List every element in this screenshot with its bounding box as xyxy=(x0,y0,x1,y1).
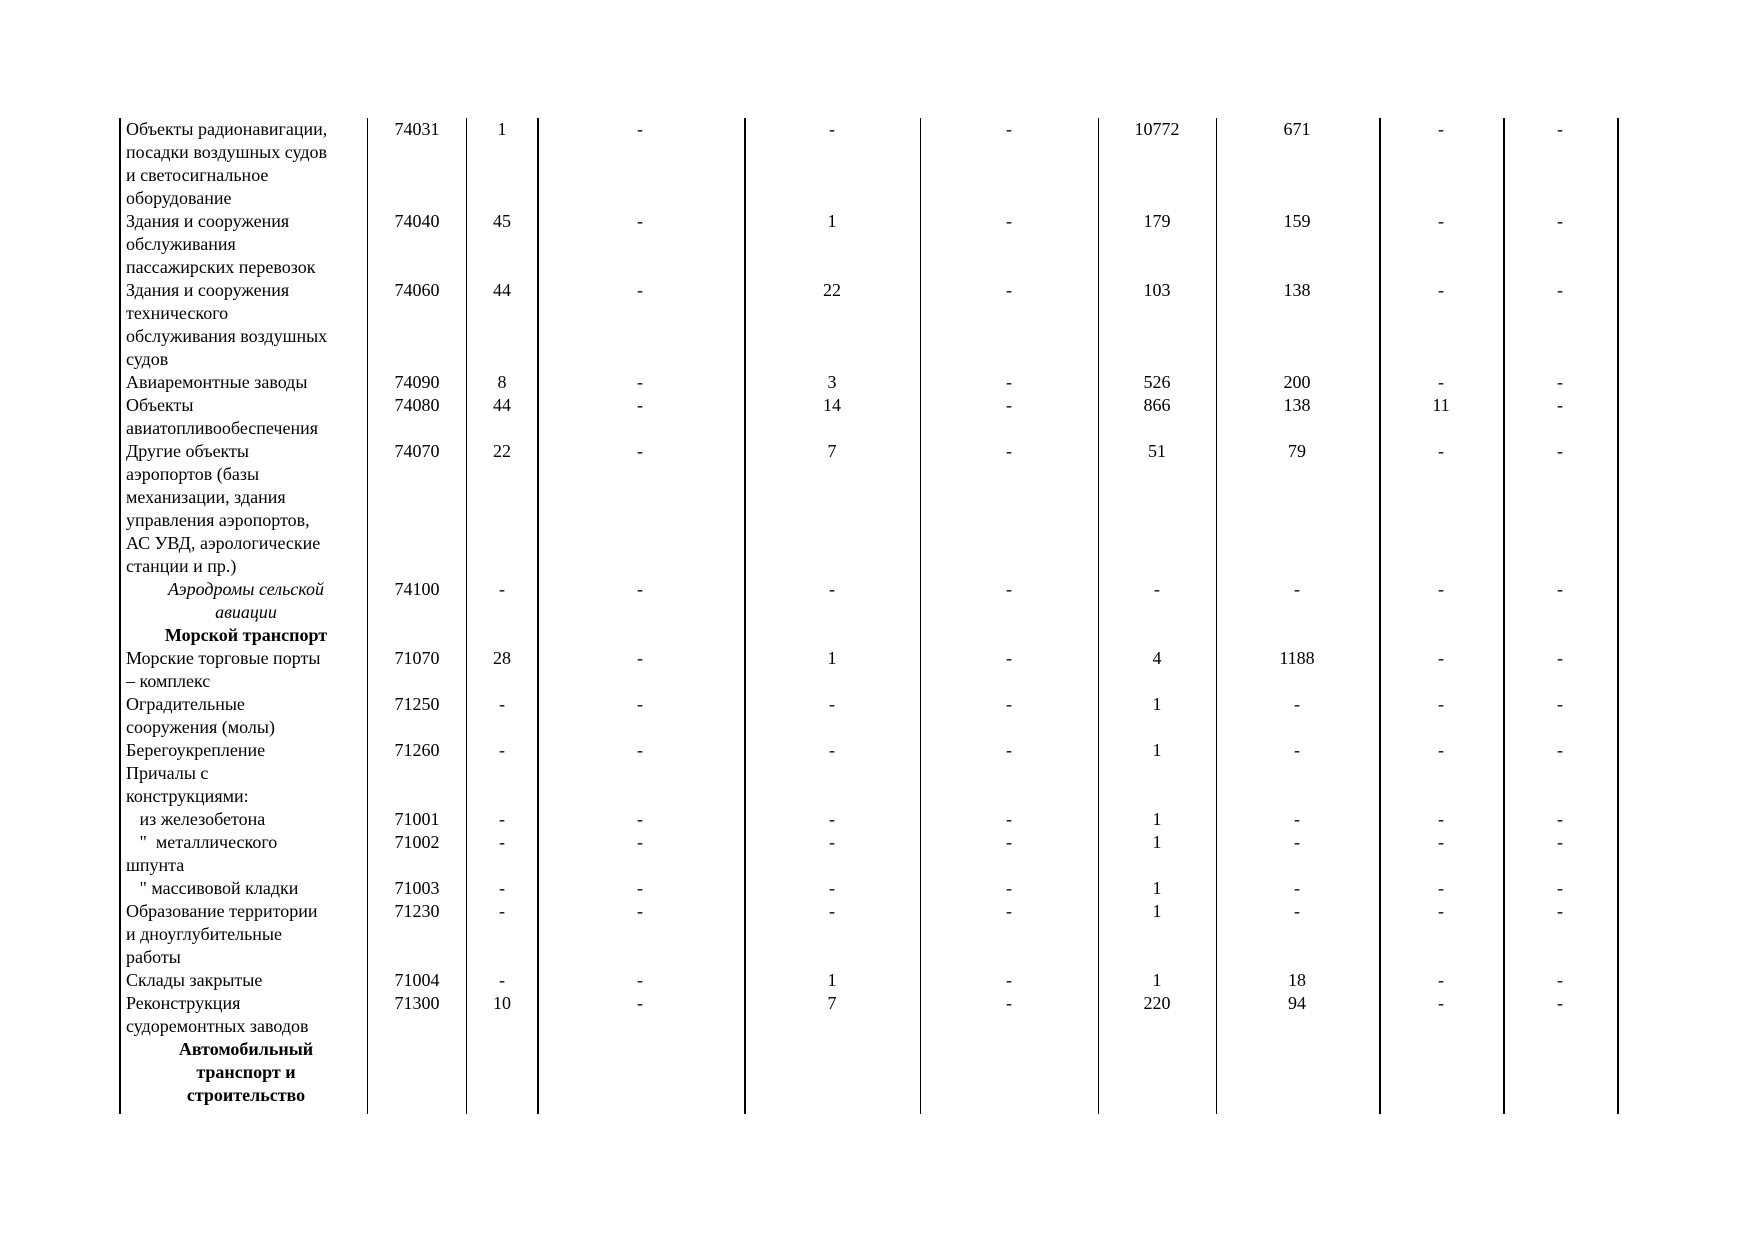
value-cell: 220 xyxy=(1143,993,1171,1013)
value-cell: - xyxy=(637,901,643,921)
row-label-line: Склады закрытые xyxy=(126,970,263,990)
value-cell: - xyxy=(1557,211,1563,231)
row-label-line: – комплекс xyxy=(126,671,211,691)
value-cell: - xyxy=(1006,970,1012,990)
value-cell: 1188 xyxy=(1279,648,1315,668)
value-cell: - xyxy=(1006,832,1012,852)
value-cell: - xyxy=(499,579,505,599)
row-label-line: Причалы с xyxy=(126,763,209,783)
value-cell: - xyxy=(1006,280,1012,300)
row-label-line: Морской транспорт xyxy=(164,625,328,645)
column-rule xyxy=(1617,118,1619,1114)
row-label xyxy=(126,831,366,877)
value-cell: - xyxy=(1006,740,1012,760)
row-label-line: авиатопливообеспечения xyxy=(126,418,319,438)
value-cell: 74040 xyxy=(394,211,440,231)
row-label-line: обслуживания xyxy=(126,234,236,254)
value-cell: - xyxy=(1006,878,1012,898)
value-cell: - xyxy=(1557,970,1563,990)
value-cell: - xyxy=(1006,579,1012,599)
value-cell: 10 xyxy=(493,993,511,1013)
row-label-line: станции и пр.) xyxy=(126,556,237,576)
value-cell: - xyxy=(1294,878,1300,898)
row-label-line: Объекты xyxy=(126,395,194,415)
value-cell: 1 xyxy=(1152,878,1162,898)
value-cell: - xyxy=(1438,901,1444,921)
row-label-line: сооружения (молы) xyxy=(126,717,275,737)
row-label-line: Объекты радионавигации, xyxy=(126,119,328,139)
value-cell: 79 xyxy=(1288,441,1306,461)
value-cell: - xyxy=(499,809,505,829)
value-cell: - xyxy=(1006,809,1012,829)
column-rule xyxy=(119,118,121,1114)
row-label-line: работы xyxy=(126,947,181,967)
row-label-line: " металлического xyxy=(126,832,278,852)
value-cell: - xyxy=(1006,901,1012,921)
value-cell: 71230 xyxy=(394,901,440,921)
value-cell: - xyxy=(1557,993,1563,1013)
value-cell: - xyxy=(637,119,643,139)
row-label xyxy=(126,371,366,394)
value-cell: 71260 xyxy=(394,740,440,760)
value-cell: 671 xyxy=(1283,119,1311,139)
row-label xyxy=(126,578,366,624)
row-label-line: посадки воздушных судов xyxy=(126,142,327,162)
value-cell: - xyxy=(829,740,835,760)
value-cell: 74080 xyxy=(394,395,440,415)
row-label-line: Аэродромы сельской xyxy=(167,579,325,599)
row-label-line: Реконструкция xyxy=(126,993,241,1013)
column-rule xyxy=(1379,118,1381,1114)
row-label xyxy=(126,279,366,371)
value-cell: 71001 xyxy=(394,809,440,829)
value-cell: - xyxy=(829,901,835,921)
column-rule xyxy=(1216,118,1217,1114)
value-cell: - xyxy=(1438,809,1444,829)
value-cell: 4 xyxy=(1152,648,1162,668)
row-label-line: пассажирских перевозок xyxy=(126,257,316,277)
value-cell: - xyxy=(829,694,835,714)
value-cell: 1 xyxy=(827,211,837,231)
value-cell: - xyxy=(1438,441,1444,461)
row-label-line: Берегоукрепление xyxy=(126,740,266,760)
value-cell: 1 xyxy=(1152,740,1162,760)
value-cell: 7 xyxy=(827,441,837,461)
value-cell: 44 xyxy=(493,395,511,415)
value-cell: - xyxy=(637,280,643,300)
value-cell: 71250 xyxy=(394,694,440,714)
value-cell: - xyxy=(829,809,835,829)
row-label xyxy=(126,1038,366,1107)
value-cell: - xyxy=(1557,694,1563,714)
value-cell: - xyxy=(1557,878,1563,898)
value-cell: - xyxy=(1557,579,1563,599)
value-cell: - xyxy=(1438,993,1444,1013)
row-label xyxy=(126,210,366,279)
value-cell: - xyxy=(1154,579,1160,599)
value-cell: 866 xyxy=(1143,395,1171,415)
value-cell: 45 xyxy=(493,211,511,231)
row-label-line: авиации xyxy=(215,602,277,622)
value-cell: 22 xyxy=(493,441,511,461)
value-cell: 14 xyxy=(823,395,841,415)
row-label-line: и дноуглубительные xyxy=(126,924,283,944)
row-label xyxy=(126,118,366,210)
value-cell: 71070 xyxy=(394,648,440,668)
column-rule xyxy=(537,118,539,1114)
value-cell: - xyxy=(1006,694,1012,714)
value-cell: - xyxy=(1006,993,1012,1013)
data-table xyxy=(119,118,1619,1114)
value-cell: - xyxy=(1006,372,1012,392)
value-cell: - xyxy=(637,372,643,392)
row-label xyxy=(126,808,366,831)
value-cell: 11 xyxy=(1432,395,1450,415)
value-cell: 7 xyxy=(827,993,837,1013)
value-cell: - xyxy=(829,832,835,852)
row-label xyxy=(126,739,366,762)
value-cell: 71003 xyxy=(394,878,440,898)
row-label-line: обслуживания воздушных xyxy=(126,326,328,346)
value-cell: - xyxy=(829,579,835,599)
row-label xyxy=(126,440,366,578)
row-label xyxy=(126,900,366,969)
value-cell: 28 xyxy=(493,648,511,668)
row-label-line: Авиаремонтные заводы xyxy=(126,372,308,392)
value-cell: - xyxy=(499,901,505,921)
value-cell: 44 xyxy=(493,280,511,300)
value-cell: - xyxy=(1557,280,1563,300)
value-cell: 1 xyxy=(1152,832,1162,852)
value-cell: - xyxy=(637,809,643,829)
value-cell: - xyxy=(1006,119,1012,139)
row-label-line: Здания и сооружения xyxy=(126,280,290,300)
value-cell: - xyxy=(1438,372,1444,392)
value-cell: 18 xyxy=(1288,970,1306,990)
value-cell: 138 xyxy=(1283,395,1311,415)
value-cell: 1 xyxy=(1152,970,1162,990)
row-label-line: шпунта xyxy=(126,855,185,875)
value-cell: 179 xyxy=(1143,211,1171,231)
value-cell: 71004 xyxy=(394,970,440,990)
value-cell: 103 xyxy=(1143,280,1171,300)
value-cell: - xyxy=(829,878,835,898)
row-label xyxy=(126,647,366,693)
value-cell: 1 xyxy=(1152,901,1162,921)
value-cell: - xyxy=(1557,901,1563,921)
row-label-line: " массивовой кладки xyxy=(126,878,299,898)
value-cell: 51 xyxy=(1148,441,1166,461)
value-cell: - xyxy=(1438,740,1444,760)
column-rule xyxy=(920,118,921,1114)
value-cell: - xyxy=(1438,579,1444,599)
value-cell: - xyxy=(499,740,505,760)
value-cell: - xyxy=(1438,970,1444,990)
value-cell: 138 xyxy=(1283,280,1311,300)
row-label xyxy=(126,624,366,647)
value-cell: - xyxy=(1438,648,1444,668)
column-rule xyxy=(1098,118,1099,1114)
value-cell: - xyxy=(499,970,505,990)
value-cell: - xyxy=(637,395,643,415)
value-cell: - xyxy=(637,579,643,599)
value-cell: 1 xyxy=(497,119,507,139)
value-cell: 1 xyxy=(827,970,837,990)
row-label-line: технического xyxy=(126,303,229,323)
row-label-line: Оградительные xyxy=(126,694,245,714)
column-rule xyxy=(466,118,467,1114)
value-cell: - xyxy=(1438,280,1444,300)
value-cell: - xyxy=(1438,694,1444,714)
value-cell: 200 xyxy=(1283,372,1311,392)
row-label-line: транспорт и xyxy=(196,1062,296,1082)
row-label-line: из железобетона xyxy=(126,809,266,829)
value-cell: 74031 xyxy=(394,119,440,139)
value-cell: - xyxy=(1294,832,1300,852)
column-rule xyxy=(744,118,746,1114)
value-cell: - xyxy=(1294,901,1300,921)
value-cell: 1 xyxy=(1152,809,1162,829)
value-cell: - xyxy=(1438,211,1444,231)
value-cell: 94 xyxy=(1288,993,1306,1013)
row-label xyxy=(126,992,366,1038)
value-cell: 22 xyxy=(823,280,841,300)
row-label-line: Морские торговые порты xyxy=(126,648,321,668)
value-cell: 3 xyxy=(827,372,837,392)
value-cell: - xyxy=(1557,832,1563,852)
value-cell: - xyxy=(1294,579,1300,599)
value-cell: - xyxy=(1557,395,1563,415)
value-cell: - xyxy=(1557,119,1563,139)
value-cell: - xyxy=(637,694,643,714)
value-cell: - xyxy=(637,832,643,852)
value-cell: 10772 xyxy=(1134,119,1180,139)
row-label-line: судоремонтных заводов xyxy=(126,1016,309,1036)
value-cell: - xyxy=(637,441,643,461)
value-cell: 74060 xyxy=(394,280,440,300)
value-cell: - xyxy=(637,970,643,990)
value-cell: - xyxy=(637,878,643,898)
value-cell: 71002 xyxy=(394,832,440,852)
column-rule xyxy=(1503,118,1505,1114)
row-label-line: Автомобильный xyxy=(178,1039,314,1059)
value-cell: 1 xyxy=(827,648,837,668)
value-cell: - xyxy=(1557,809,1563,829)
row-label xyxy=(126,877,366,900)
value-cell: - xyxy=(499,694,505,714)
value-cell: - xyxy=(1294,694,1300,714)
column-rule xyxy=(367,118,368,1114)
row-label-line: АС УВД, аэрологические xyxy=(126,533,321,553)
value-cell: 1 xyxy=(1152,694,1162,714)
value-cell: - xyxy=(1006,648,1012,668)
value-cell: - xyxy=(1557,740,1563,760)
value-cell: - xyxy=(499,878,505,898)
row-label-line: механизации, здания xyxy=(126,487,286,507)
value-cell: - xyxy=(1438,878,1444,898)
value-cell: - xyxy=(1294,809,1300,829)
row-label-line: управления аэропортов, xyxy=(126,510,310,530)
row-label-line: оборудование xyxy=(126,188,232,208)
value-cell: 159 xyxy=(1283,211,1311,231)
value-cell: 526 xyxy=(1143,372,1171,392)
value-cell: 74090 xyxy=(394,372,440,392)
value-cell: - xyxy=(637,740,643,760)
row-label-line: конструкциями: xyxy=(126,786,249,806)
row-label-line: строительство xyxy=(186,1085,306,1105)
value-cell: - xyxy=(1294,740,1300,760)
value-cell: - xyxy=(1006,395,1012,415)
value-cell: - xyxy=(829,119,835,139)
value-cell: 74070 xyxy=(394,441,440,461)
row-label xyxy=(126,969,366,992)
value-cell: - xyxy=(1438,119,1444,139)
value-cell: - xyxy=(1557,372,1563,392)
row-label xyxy=(126,394,366,440)
value-cell: - xyxy=(1438,832,1444,852)
value-cell: - xyxy=(1006,441,1012,461)
row-label-line: судов xyxy=(126,349,169,369)
row-label xyxy=(126,762,366,808)
value-cell: - xyxy=(1557,648,1563,668)
value-cell: - xyxy=(499,832,505,852)
row-label-line: Другие объекты xyxy=(126,441,250,461)
value-cell: - xyxy=(637,648,643,668)
value-cell: - xyxy=(637,993,643,1013)
row-label-line: Здания и сооружения xyxy=(126,211,290,231)
row-label-line: Образование территории xyxy=(126,901,318,921)
row-label-line: и светосигнальное xyxy=(126,165,269,185)
row-label xyxy=(126,693,366,739)
value-cell: 8 xyxy=(497,372,507,392)
value-cell: 74100 xyxy=(394,579,440,599)
value-cell: - xyxy=(1557,441,1563,461)
value-cell: - xyxy=(1006,211,1012,231)
value-cell: - xyxy=(637,211,643,231)
row-label-line: аэропортов (базы xyxy=(126,464,260,484)
value-cell: 71300 xyxy=(394,993,440,1013)
